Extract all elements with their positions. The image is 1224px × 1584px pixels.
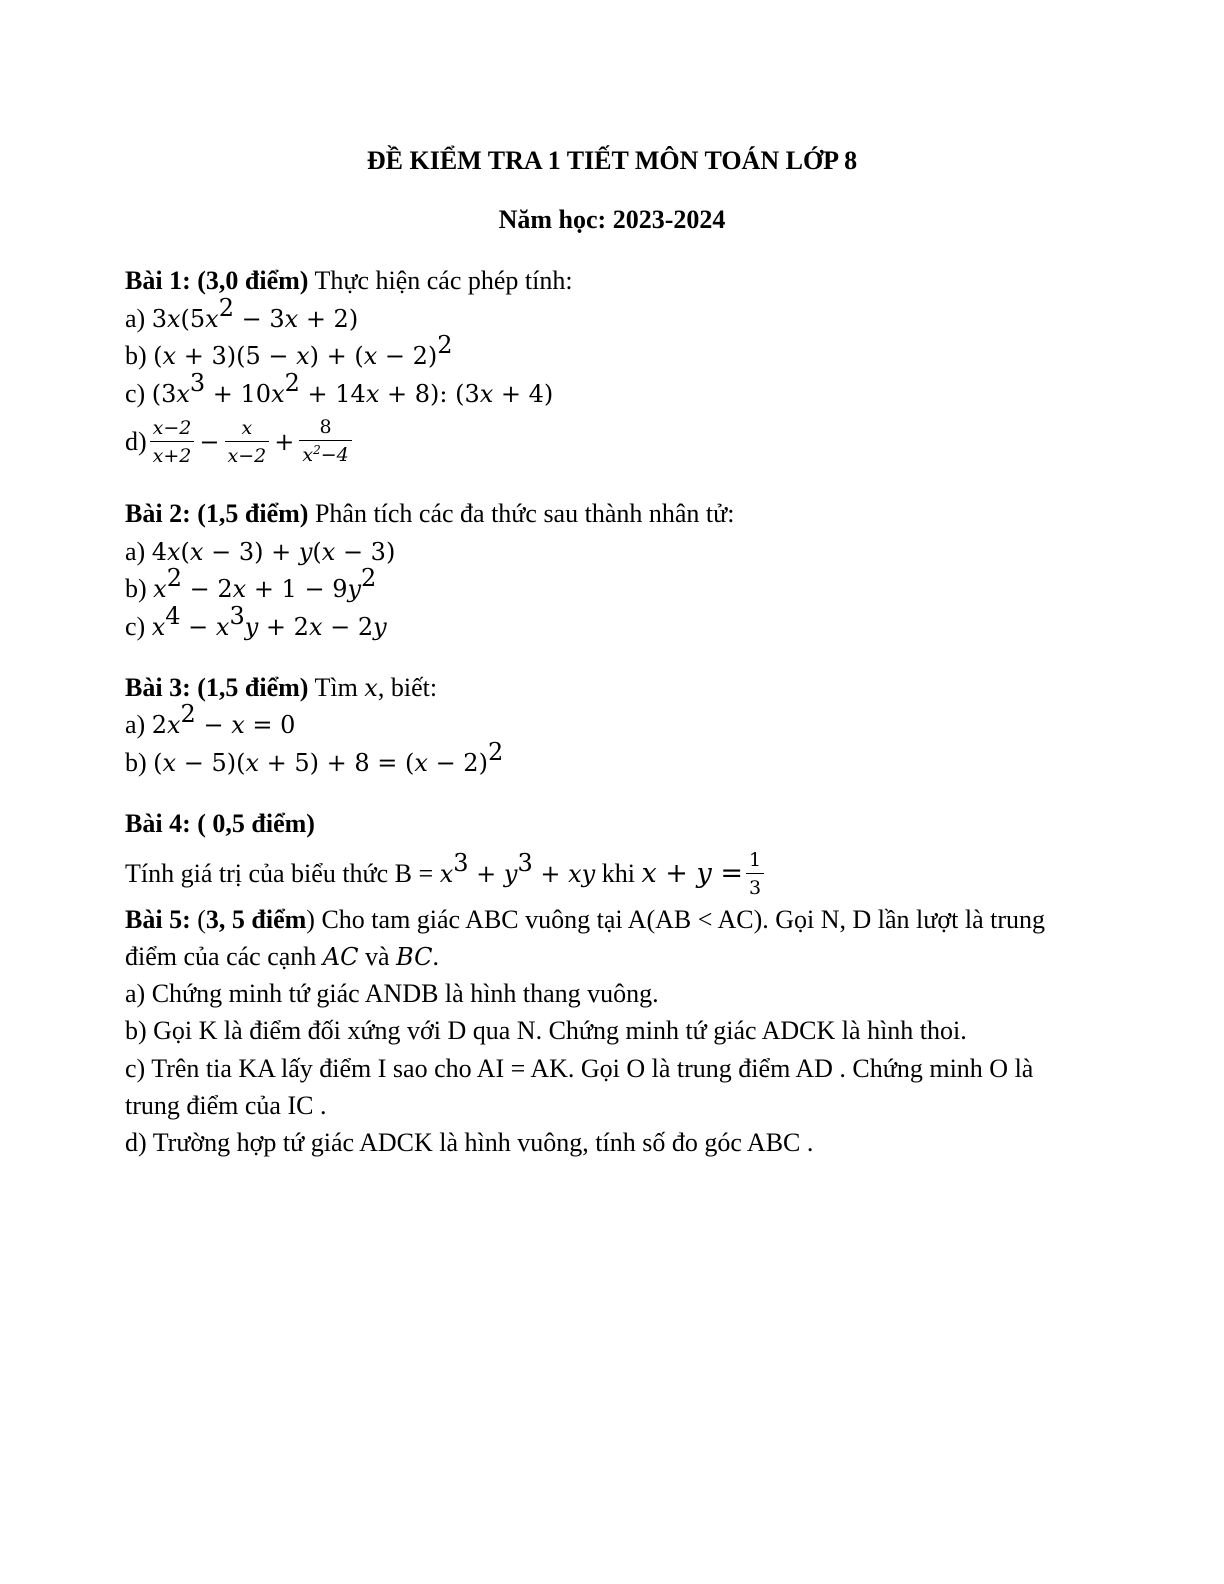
bai5-item-c-line2: trung điểm của IC . bbox=[125, 1091, 327, 1120]
bai3-text: Tìm bbox=[308, 673, 365, 702]
bai5-line2-text: điểm của các cạnh bbox=[125, 942, 323, 971]
bai3-variable: x bbox=[364, 674, 378, 702]
bai5-heading bbox=[125, 905, 1045, 935]
bai2-heading bbox=[125, 499, 734, 529]
bai1-heading bbox=[125, 266, 573, 296]
bai4-expression: Tính giá trị của biểu thức $B = x^3 + y^3$ + xy khi x + y = $\frac{1}{3}$ bbox=[125, 844, 767, 904]
bai1-item-b: b) $(x + 3)(5 - x) + (x - 2)^2$ bbox=[125, 331, 453, 370]
fraction: $\frac{8}{x^2-4}$ bbox=[299, 416, 351, 468]
bai3-text-end: , biết: bbox=[377, 673, 438, 702]
bai5-points: 3, 5 điểm bbox=[205, 905, 307, 934]
bai3-points: (1,5 điểm) bbox=[197, 673, 309, 702]
bai1-label: Bài 1: bbox=[125, 266, 191, 295]
bai5-line2-and: và bbox=[358, 942, 397, 971]
bai3-item-a: a) $2x^2 - x = 0$ bbox=[125, 700, 296, 739]
bai4-heading bbox=[125, 809, 315, 839]
fraction: $\frac{x-2}{x+2}$ bbox=[150, 417, 195, 467]
bai3-heading bbox=[125, 673, 437, 703]
bai2-item-a: a) 4x(x − 3) + y(x − 3) bbox=[125, 537, 396, 566]
bai5-paren-close: ) bbox=[306, 905, 315, 934]
bai3-label: Bài 3: bbox=[125, 673, 191, 702]
bai4-text: Tính giá trị của biểu thức B = bbox=[125, 859, 440, 888]
bai5-item-a: a) Chứng minh tứ giác ANDB là hình thang vuông. bbox=[125, 979, 659, 1008]
bai2-text: Phân tích các đa thức sau thành nhân tử: bbox=[308, 499, 735, 528]
bai1-item-d: d) $\frac{x-2}{x+2}$ − $\frac{x}{x-2}$ + $\frac{8}{x^2-4}$ bbox=[125, 412, 355, 472]
bai5-label: Bài 5: bbox=[125, 905, 191, 934]
bai4-label: Bài 4: ( 0,5 điểm) bbox=[125, 809, 315, 838]
bai5-line2-dot: . bbox=[432, 942, 439, 971]
exam-title: ĐỀ KIỂM TRA 1 TIẾT MÔN TOÁN LỚP 8 bbox=[366, 146, 858, 175]
bai2-label: Bài 2: bbox=[125, 499, 191, 528]
bai5-item-c-line1: c) Trên tia KA lấy điểm I sao cho AI = AK. Gọi O là trung điểm AD . Chứng minh O là bbox=[125, 1054, 1034, 1083]
bai1-item-c: c) $(3x^3 + 10x^2 + 14x + 8)$: (3x + 4) bbox=[125, 369, 554, 408]
bai5-text-line1: Cho tam giác ABC vuông tại A(AB < AC). Gọi N, D lần lượt là trung bbox=[314, 905, 1045, 934]
bai1-points: (3,0 điểm) bbox=[197, 266, 309, 295]
school-year: Năm học: 2023-2024 bbox=[498, 205, 726, 234]
bai4-text-khi: khi bbox=[595, 859, 642, 888]
bai2-item-b: b) $x^2 - 2x + 1 - 9y^2$ bbox=[125, 564, 377, 603]
bai5-text-line2: điểm của các cạnh AC và BC. bbox=[125, 942, 439, 971]
bai5-paren-open: ( bbox=[190, 905, 206, 934]
bai2-item-c: c) $x^4 - x^3y + 2x - 2y$ bbox=[125, 602, 387, 641]
bai3-item-b: b) $(x - 5)(x + 5) + 8 = (x - 2)^2$ bbox=[125, 738, 504, 777]
fraction: $\frac{x}{x-2}$ bbox=[225, 417, 270, 467]
bai5-item-d: d) Trường hợp tứ giác ADCK là hình vuông, tính số đo góc ABC . bbox=[125, 1128, 814, 1157]
bai1-item-a: a) $3x(5x^2 - 3x + 2)$ bbox=[125, 294, 359, 333]
fraction: $\frac{1}{3}$ bbox=[746, 849, 764, 899]
bai5-item-b: b) Gọi K là điểm đối xứng với D qua N. Chứng minh tứ giác ADCK là hình thoi. bbox=[125, 1016, 967, 1045]
bai1-text: Thực hiện các phép tính: bbox=[308, 266, 573, 295]
bai2-points: (1,5 điểm) bbox=[197, 499, 309, 528]
